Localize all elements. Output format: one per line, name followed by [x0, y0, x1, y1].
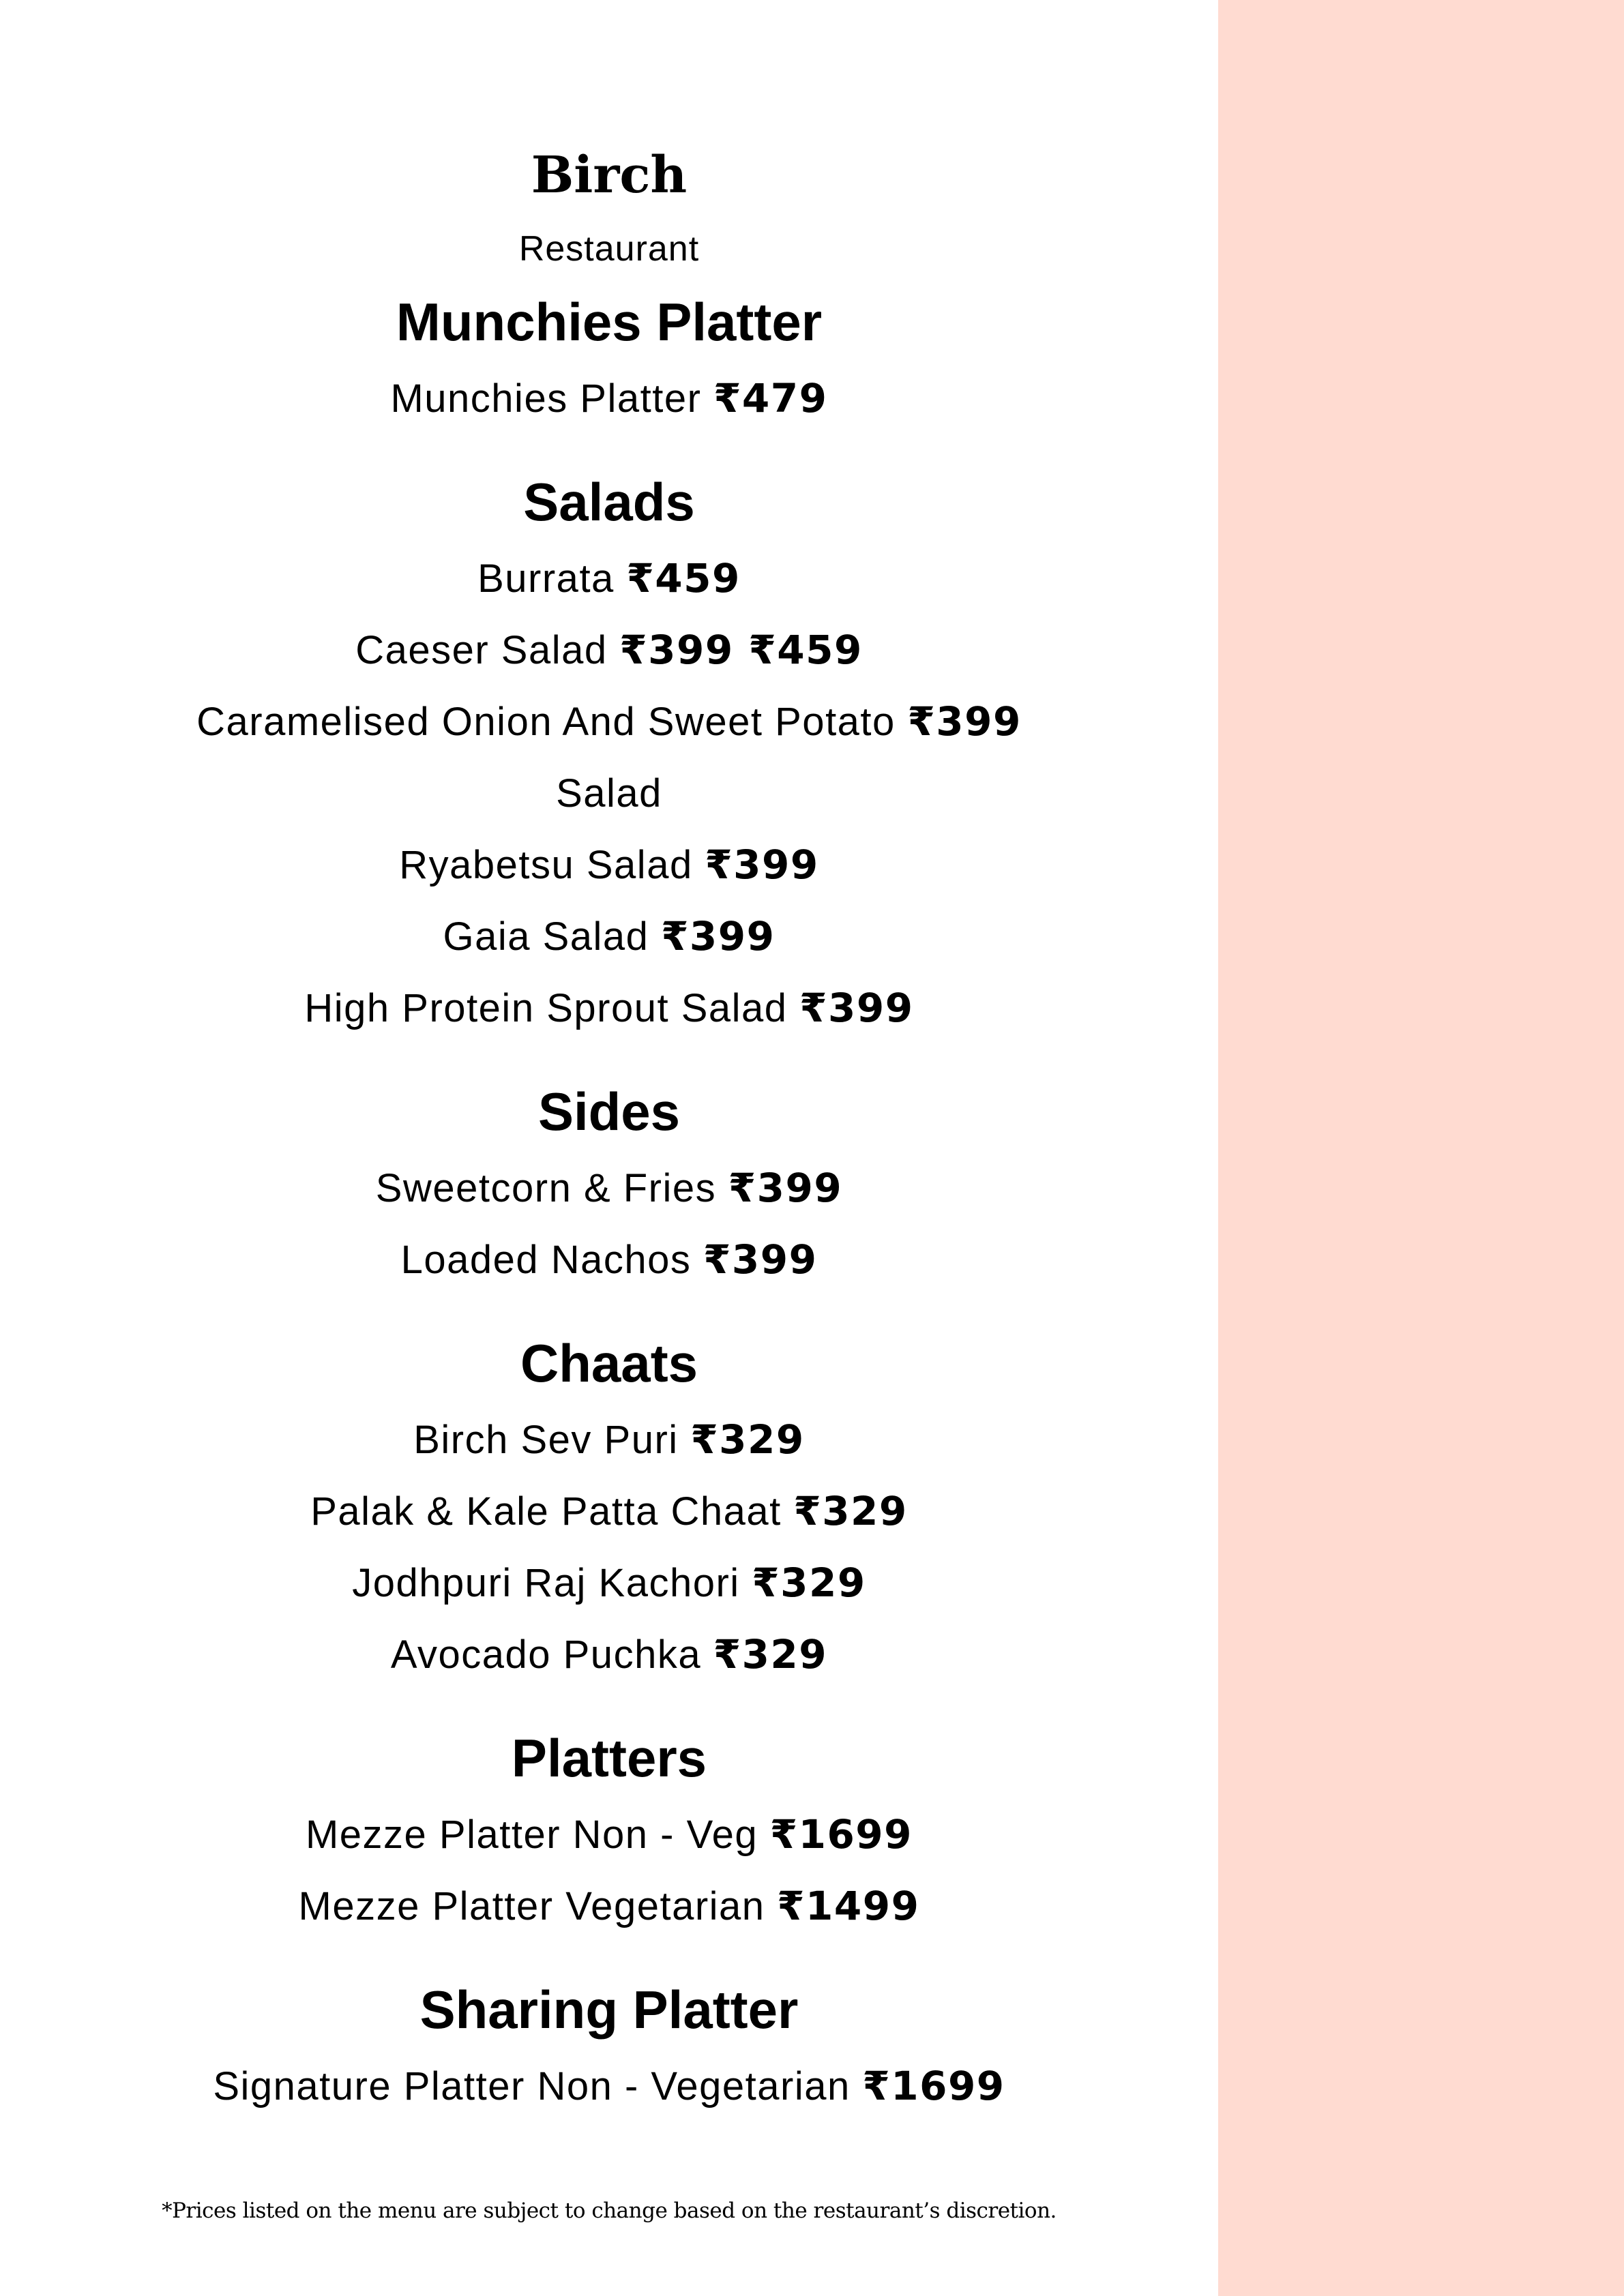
item-price: ₹329 [752, 1560, 866, 1606]
section-heading: Salads [523, 472, 695, 532]
item-price: ₹399 [728, 1165, 843, 1211]
item-price: ₹1699 [862, 2063, 1005, 2109]
section-heading: Platters [511, 1728, 707, 1788]
item-name-continuation: Salad [556, 771, 662, 816]
item-name: Loaded Nachos [400, 1238, 692, 1282]
menu-item [0, 686, 1218, 758]
item-name: Caramelised Onion And Sweet Potato [196, 700, 896, 744]
menu-sections [0, 286, 1218, 2122]
menu-item [0, 901, 1218, 972]
item-name: Mezze Platter Non - Veg [305, 1813, 758, 1857]
item-price: ₹399 [907, 698, 1022, 745]
menu-item [0, 1870, 1218, 1942]
section-heading: Chaats [520, 1333, 698, 1393]
item-price: ₹329 [690, 1416, 805, 1463]
item-name: Burrata [477, 556, 615, 601]
item-price: ₹329 [793, 1488, 908, 1534]
item-price: ₹399 [661, 913, 776, 959]
item-name: Palak & Kale Patta Chaat [310, 1489, 782, 1534]
menu-item [0, 1224, 1218, 1296]
item-name: Birch Sev Puri [413, 1418, 679, 1462]
menu-item [0, 1547, 1218, 1619]
item-name: High Protein Sprout Salad [304, 986, 788, 1030]
menu-item [0, 829, 1218, 901]
section-heading: Sharing Platter [419, 1980, 799, 2040]
menu-item [0, 363, 1218, 434]
item-name: Caeser Salad [355, 628, 608, 672]
price-disclaimer: *Prices listed on the menu are subject to change based on the restaurant’s discretion. [162, 2198, 1057, 2223]
item-price: ₹1499 [777, 1883, 920, 1929]
menu-item [0, 1404, 1218, 1476]
item-name: Ryabetsu Salad [399, 843, 693, 887]
eazydiner-logo [1218, 0, 1624, 2296]
menu-item [0, 1619, 1218, 1690]
section-heading: Munchies Platter [396, 292, 823, 352]
item-price: ₹479 [713, 375, 828, 421]
menu-item [0, 2051, 1218, 2122]
item-name: Jodhpuri Raj Kachori [352, 1561, 740, 1605]
item-name: Munchies Platter [390, 376, 702, 421]
menu-item [0, 1799, 1218, 1870]
restaurant-name: Birch [531, 146, 688, 205]
item-price: ₹459 [626, 555, 741, 601]
menu-item [0, 1476, 1218, 1547]
brand-sidebar [1218, 0, 1624, 2296]
item-name: Avocado Puchka [390, 1632, 702, 1677]
menu-item [0, 543, 1218, 614]
item-name: Mezze Platter Vegetarian [298, 1884, 765, 1928]
item-price: ₹329 [713, 1631, 828, 1678]
item-name: Sweetcorn & Fries [375, 1166, 717, 1210]
menu-item [0, 614, 1218, 686]
item-price: ₹399 ₹459 [619, 627, 863, 673]
menu-item [0, 1152, 1218, 1224]
item-price: ₹399 [705, 841, 819, 888]
item-price: ₹1699 [769, 1811, 913, 1858]
item-name: Gaia Salad [443, 914, 649, 959]
menu-item [0, 972, 1218, 1044]
item-price: ₹399 [703, 1236, 818, 1283]
section-heading: Sides [537, 1082, 681, 1142]
item-name: Signature Platter Non - Vegetarian [213, 2064, 851, 2108]
item-price: ₹399 [799, 985, 914, 1031]
restaurant-type: Restaurant [518, 229, 700, 269]
